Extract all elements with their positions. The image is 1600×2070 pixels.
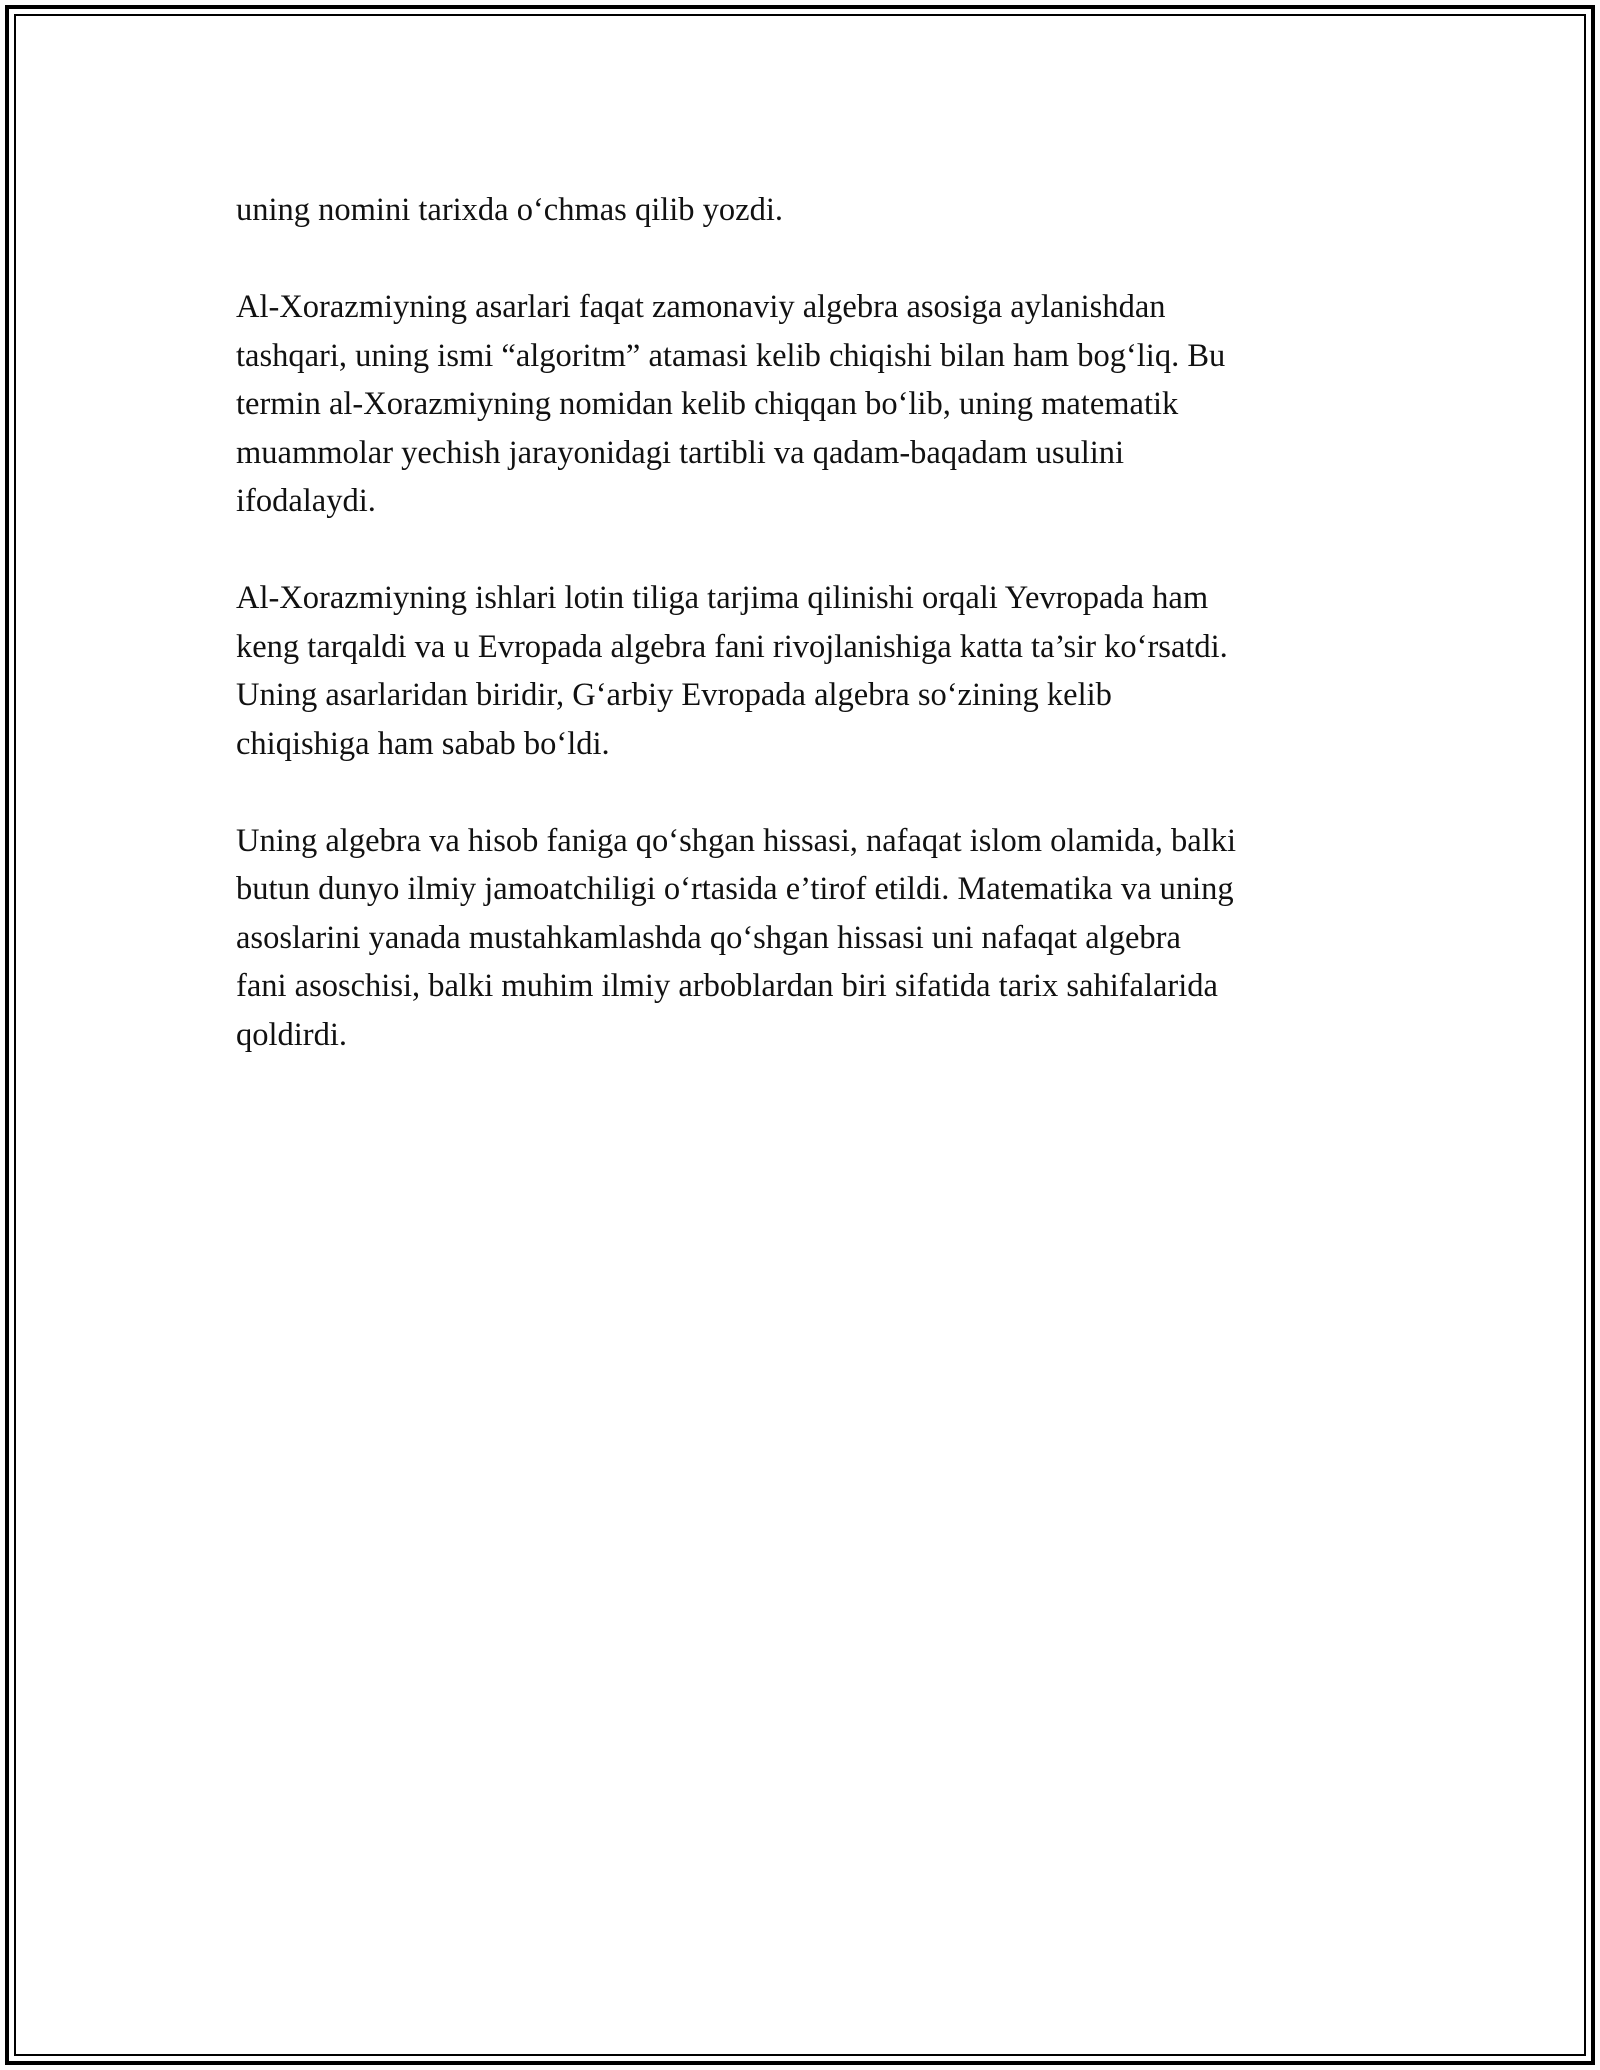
paragraph-2: Al-Xorazmiyning asarlari faqat zamonaviy algebra asosiga aylanishdan tashqari, uning ismi “algoritm” atamasi kelib chiqishi bilan ham bog‘liq. Bu termin al-Xorazmiyning nomidan kelib chiqqan bo‘lib, uning matematik muammolar yechish jarayonidagi tartibli va qadam-baqadam usulini ifodalaydi. — [236, 289, 1226, 519]
paragraph-4: Uning algebra va hisob faniga qo‘shgan hissasi, nafaqat islom olamida, balki butun dunyo ilmiy jamoatchiligi o‘rtasida e’tirof etildi. Matematika va uning asoslarini yanada mustahkamlashda qo‘shgan hissasi uni nafaqat algebra fani asoschisi, balki muhim ilmiy arboblardan biri sifatida tarix sahifalarida qoldirdi. — [236, 822, 1237, 1053]
paragraph-3: Al-Xorazmiyning ishlari lotin tiliga tarjima qilinishi orqali Yevropada ham keng tarqaldi va u Evropada algebra fani rivojlanishiga katta ta’sir ko‘rsatdi. Uning asarlaridan biridir, G‘arbiy Evropada algebra so‘zining kelib chiqishiga ham sabab bo‘ldi. — [236, 580, 1228, 762]
paragraph-1: uning nomini tarixda o‘chmas qilib yozdi. — [236, 192, 783, 228]
document-body — [236, 186, 1396, 1108]
